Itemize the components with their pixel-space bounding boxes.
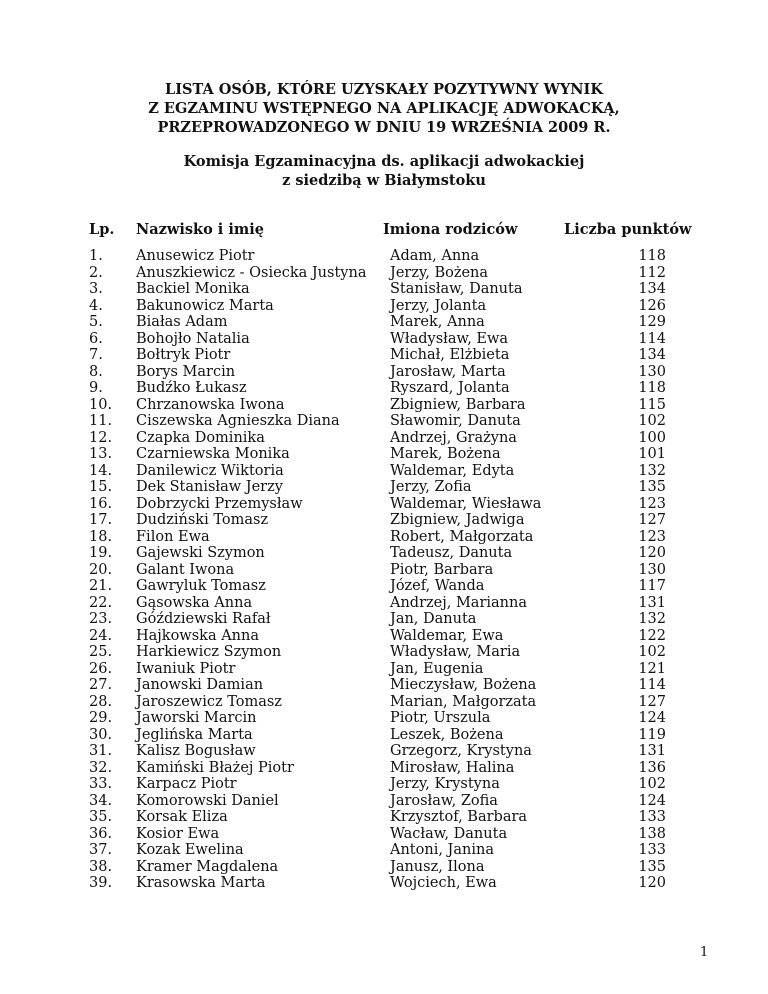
row-points: 135 <box>638 858 666 875</box>
row-points: 123 <box>638 528 666 545</box>
row-points: 102 <box>638 413 666 429</box>
row-points: 138 <box>638 825 666 842</box>
row-name: Góździewski Rafał <box>136 611 271 627</box>
row-name: Hajkowska Anna <box>136 627 259 644</box>
row-lp: 12. <box>89 429 113 446</box>
row-parents: Jarosław, Zofia <box>390 792 498 809</box>
row-lp: 38. <box>89 858 113 875</box>
row-points: 120 <box>638 545 666 561</box>
row-parents: Waldemar, Wiesława <box>390 495 542 512</box>
row-name: Bohojło Natalia <box>136 330 250 347</box>
row-parents: Andrzej, Marianna <box>390 594 527 611</box>
table-row <box>0 430 768 447</box>
table-row <box>0 380 768 397</box>
row-name: Czapka Dominika <box>136 429 265 446</box>
row-lp: 4. <box>89 297 103 314</box>
row-name: Filon Ewa <box>136 528 210 545</box>
row-parents: Marek, Anna <box>390 314 485 330</box>
row-points: 127 <box>638 512 666 528</box>
row-parents: Władysław, Ewa <box>390 330 509 347</box>
table-row <box>0 644 768 661</box>
row-parents: Zbigniew, Barbara <box>390 396 526 413</box>
row-parents: Andrzej, Grażyna <box>390 429 517 446</box>
row-points: 126 <box>638 297 666 314</box>
row-points: 122 <box>638 627 666 644</box>
table-row <box>0 595 768 612</box>
row-lp: 33. <box>89 776 113 792</box>
row-parents: Antoni, Janina <box>390 842 494 858</box>
row-parents: Waldemar, Ewa <box>390 627 504 644</box>
row-parents: Adam, Anna <box>390 248 480 264</box>
table-row <box>0 479 768 496</box>
table-row <box>0 776 768 793</box>
table-row <box>0 331 768 348</box>
row-parents: Jerzy, Zofia <box>390 479 472 495</box>
row-parents: Jan, Danuta <box>390 611 477 627</box>
row-lp: 36. <box>89 825 113 842</box>
row-name: Korsak Eliza <box>136 809 228 825</box>
commission-name <box>0 152 768 190</box>
row-lp: 14. <box>89 462 113 479</box>
row-name: Borys Marcin <box>136 363 236 380</box>
row-lp: 25. <box>89 644 113 660</box>
table-row <box>0 842 768 859</box>
table-row <box>0 298 768 315</box>
subtitle-line: z siedzibą w Białymstoku <box>282 172 486 189</box>
row-parents: Jarosław, Marta <box>390 363 506 380</box>
table-row <box>0 611 768 628</box>
row-lp: 24. <box>89 627 113 644</box>
row-lp: 37. <box>89 842 113 858</box>
row-name: Kramer Magdalena <box>136 858 279 875</box>
row-points: 124 <box>638 792 666 809</box>
document-title <box>0 80 768 137</box>
row-parents: Stanisław, Danuta <box>390 281 523 297</box>
row-parents: Krzysztof, Barbara <box>390 809 528 825</box>
table-row <box>0 710 768 727</box>
table-row <box>0 743 768 760</box>
row-lp: 10. <box>89 396 113 413</box>
table-row <box>0 347 768 364</box>
table-row <box>0 562 768 579</box>
row-name: Kalisz Bogusław <box>136 743 256 759</box>
row-name: Dudziński Tomasz <box>136 512 269 528</box>
row-lp: 32. <box>89 759 113 776</box>
row-name: Dek Stanisław Jerzy <box>136 479 283 495</box>
row-points: 114 <box>638 330 666 347</box>
row-parents: Ryszard, Jolanta <box>390 380 510 396</box>
row-name: Czarniewska Monika <box>136 446 290 462</box>
table-row <box>0 694 768 711</box>
row-parents: Jerzy, Jolanta <box>390 297 487 314</box>
header-name: Nazwisko i imię <box>136 221 264 238</box>
row-points: 127 <box>638 693 666 710</box>
row-points: 134 <box>638 347 666 363</box>
row-parents: Piotr, Barbara <box>390 561 494 578</box>
row-points: 135 <box>638 479 666 495</box>
row-points: 136 <box>638 759 666 776</box>
row-lp: 5. <box>89 314 103 330</box>
table-row <box>0 248 768 265</box>
row-lp: 18. <box>89 528 113 545</box>
row-points: 133 <box>638 809 666 825</box>
row-parents: Grzegorz, Krystyna <box>390 743 532 759</box>
row-parents: Marian, Małgorzata <box>390 693 537 710</box>
row-name: Bołtryk Piotr <box>136 347 231 363</box>
row-name: Danilewicz Wiktoria <box>136 462 284 479</box>
table-row <box>0 859 768 876</box>
row-points: 130 <box>638 561 666 578</box>
table-row <box>0 512 768 529</box>
row-name: Bakunowicz Marta <box>136 297 274 314</box>
row-lp: 34. <box>89 792 113 809</box>
row-lp: 31. <box>89 743 113 759</box>
table-row <box>0 578 768 595</box>
row-lp: 2. <box>89 264 103 281</box>
header-parents: Imiona rodziców <box>383 221 518 238</box>
row-points: 102 <box>638 644 666 660</box>
row-lp: 29. <box>89 710 113 726</box>
table-row <box>0 397 768 414</box>
title-line: LISTA OSÓB, KTÓRE UZYSKAŁY POZYTYWNY WYNIK <box>165 81 603 98</box>
row-lp: 28. <box>89 693 113 710</box>
table-row <box>0 677 768 694</box>
row-points: 119 <box>638 726 666 743</box>
table-row <box>0 446 768 463</box>
row-lp: 11. <box>89 413 113 429</box>
row-lp: 26. <box>89 660 113 677</box>
table-row <box>0 265 768 282</box>
row-parents: Janusz, Ilona <box>390 858 485 875</box>
row-name: Gawryluk Tomasz <box>136 578 266 594</box>
row-lp: 39. <box>89 875 113 891</box>
row-points: 121 <box>638 660 666 677</box>
row-name: Harkiewicz Szymon <box>136 644 282 660</box>
row-parents: Wojciech, Ewa <box>390 875 497 891</box>
row-lp: 9. <box>89 380 103 396</box>
title-line: PRZEPROWADZONEGO W DNIU 19 WRZEŚNIA 2009 R. <box>157 119 611 136</box>
row-lp: 21. <box>89 578 113 594</box>
row-name: Gąsowska Anna <box>136 594 253 611</box>
page-number: 1 <box>700 945 709 960</box>
row-name: Kosior Ewa <box>136 825 220 842</box>
row-points: 132 <box>638 462 666 479</box>
row-parents: Leszek, Bożena <box>390 726 504 743</box>
row-name: Backiel Monika <box>136 281 250 297</box>
row-parents: Michał, Elżbieta <box>390 347 510 363</box>
row-points: 129 <box>638 314 666 330</box>
table-row <box>0 760 768 777</box>
row-lp: 16. <box>89 495 113 512</box>
table-row <box>0 826 768 843</box>
row-name: Jaworski Marcin <box>136 710 257 726</box>
row-points: 114 <box>638 677 666 693</box>
table-row <box>0 314 768 331</box>
title-line: Z EGZAMINU WSTĘPNEGO NA APLIKACJĘ ADWOKACKĄ, <box>148 100 620 117</box>
row-name: Anuszkiewicz - Osiecka Justyna <box>136 264 367 281</box>
row-parents: Mirosław, Halina <box>390 759 515 776</box>
row-parents: Zbigniew, Jadwiga <box>390 512 525 528</box>
table-row <box>0 809 768 826</box>
row-lp: 27. <box>89 677 113 693</box>
row-points: 134 <box>638 281 666 297</box>
row-name: Iwaniuk Piotr <box>136 660 236 677</box>
table-row <box>0 628 768 645</box>
row-points: 118 <box>638 248 666 264</box>
row-lp: 13. <box>89 446 113 462</box>
table-row <box>0 281 768 298</box>
row-points: 117 <box>638 578 666 594</box>
row-points: 131 <box>638 743 666 759</box>
row-lp: 7. <box>89 347 103 363</box>
row-lp: 8. <box>89 363 103 380</box>
table-row <box>0 661 768 678</box>
row-parents: Marek, Bożena <box>390 446 501 462</box>
row-points: 115 <box>638 396 666 413</box>
row-name: Karpacz Piotr <box>136 776 237 792</box>
row-points: 132 <box>638 611 666 627</box>
row-lp: 3. <box>89 281 103 297</box>
table-row <box>0 545 768 562</box>
table-row <box>0 496 768 513</box>
row-points: 118 <box>638 380 666 396</box>
row-parents: Jerzy, Krystyna <box>390 776 500 792</box>
row-parents: Piotr, Urszula <box>390 710 491 726</box>
row-points: 100 <box>638 429 666 446</box>
row-lp: 19. <box>89 545 113 561</box>
header-points: Liczba punktów <box>564 221 692 238</box>
row-name: Białas Adam <box>136 314 228 330</box>
row-name: Jeglińska Marta <box>136 726 253 743</box>
row-points: 130 <box>638 363 666 380</box>
row-lp: 17. <box>89 512 113 528</box>
table-row <box>0 727 768 744</box>
row-name: Gajewski Szymon <box>136 545 265 561</box>
row-lp: 15. <box>89 479 113 495</box>
row-name: Budźko Łukasz <box>136 380 247 396</box>
results-table <box>0 248 768 892</box>
table-row <box>0 793 768 810</box>
row-parents: Jerzy, Bożena <box>390 264 489 281</box>
row-lp: 23. <box>89 611 113 627</box>
table-row <box>0 463 768 480</box>
row-points: 101 <box>638 446 666 462</box>
row-lp: 20. <box>89 561 113 578</box>
row-points: 120 <box>638 875 666 891</box>
row-name: Komorowski Daniel <box>136 792 279 809</box>
subtitle-line: Komisja Egzaminacyjna ds. aplikacji adwokackiej <box>183 153 585 170</box>
row-name: Anusewicz Piotr <box>136 248 255 264</box>
row-name: Kamiński Błażej Piotr <box>136 759 294 776</box>
row-points: 102 <box>638 776 666 792</box>
table-row <box>0 529 768 546</box>
row-name: Janowski Damian <box>136 677 264 693</box>
row-lp: 30. <box>89 726 113 743</box>
row-points: 112 <box>638 264 666 281</box>
table-row <box>0 364 768 381</box>
row-parents: Mieczysław, Bożena <box>390 677 537 693</box>
header-lp: Lp. <box>89 221 115 238</box>
row-lp: 6. <box>89 330 103 347</box>
row-lp: 22. <box>89 594 113 611</box>
row-points: 133 <box>638 842 666 858</box>
row-parents: Jan, Eugenia <box>390 660 484 677</box>
table-row <box>0 413 768 430</box>
row-name: Jaroszewicz Tomasz <box>136 693 282 710</box>
row-parents: Waldemar, Edyta <box>390 462 515 479</box>
row-name: Dobrzycki Przemysław <box>136 495 303 512</box>
row-name: Galant Iwona <box>136 561 235 578</box>
row-lp: 35. <box>89 809 113 825</box>
row-name: Krasowska Marta <box>136 875 266 891</box>
row-parents: Józef, Wanda <box>390 578 485 594</box>
row-lp: 1. <box>89 248 103 264</box>
row-parents: Robert, Małgorzata <box>390 528 534 545</box>
row-parents: Sławomir, Danuta <box>390 413 521 429</box>
row-points: 123 <box>638 495 666 512</box>
row-points: 124 <box>638 710 666 726</box>
row-name: Kozak Ewelina <box>136 842 244 858</box>
row-parents: Tadeusz, Danuta <box>390 545 513 561</box>
row-parents: Władysław, Maria <box>390 644 521 660</box>
row-name: Ciszewska Agnieszka Diana <box>136 413 340 429</box>
row-points: 131 <box>638 594 666 611</box>
row-name: Chrzanowska Iwona <box>136 396 285 413</box>
row-parents: Wacław, Danuta <box>390 825 508 842</box>
table-row <box>0 875 768 892</box>
